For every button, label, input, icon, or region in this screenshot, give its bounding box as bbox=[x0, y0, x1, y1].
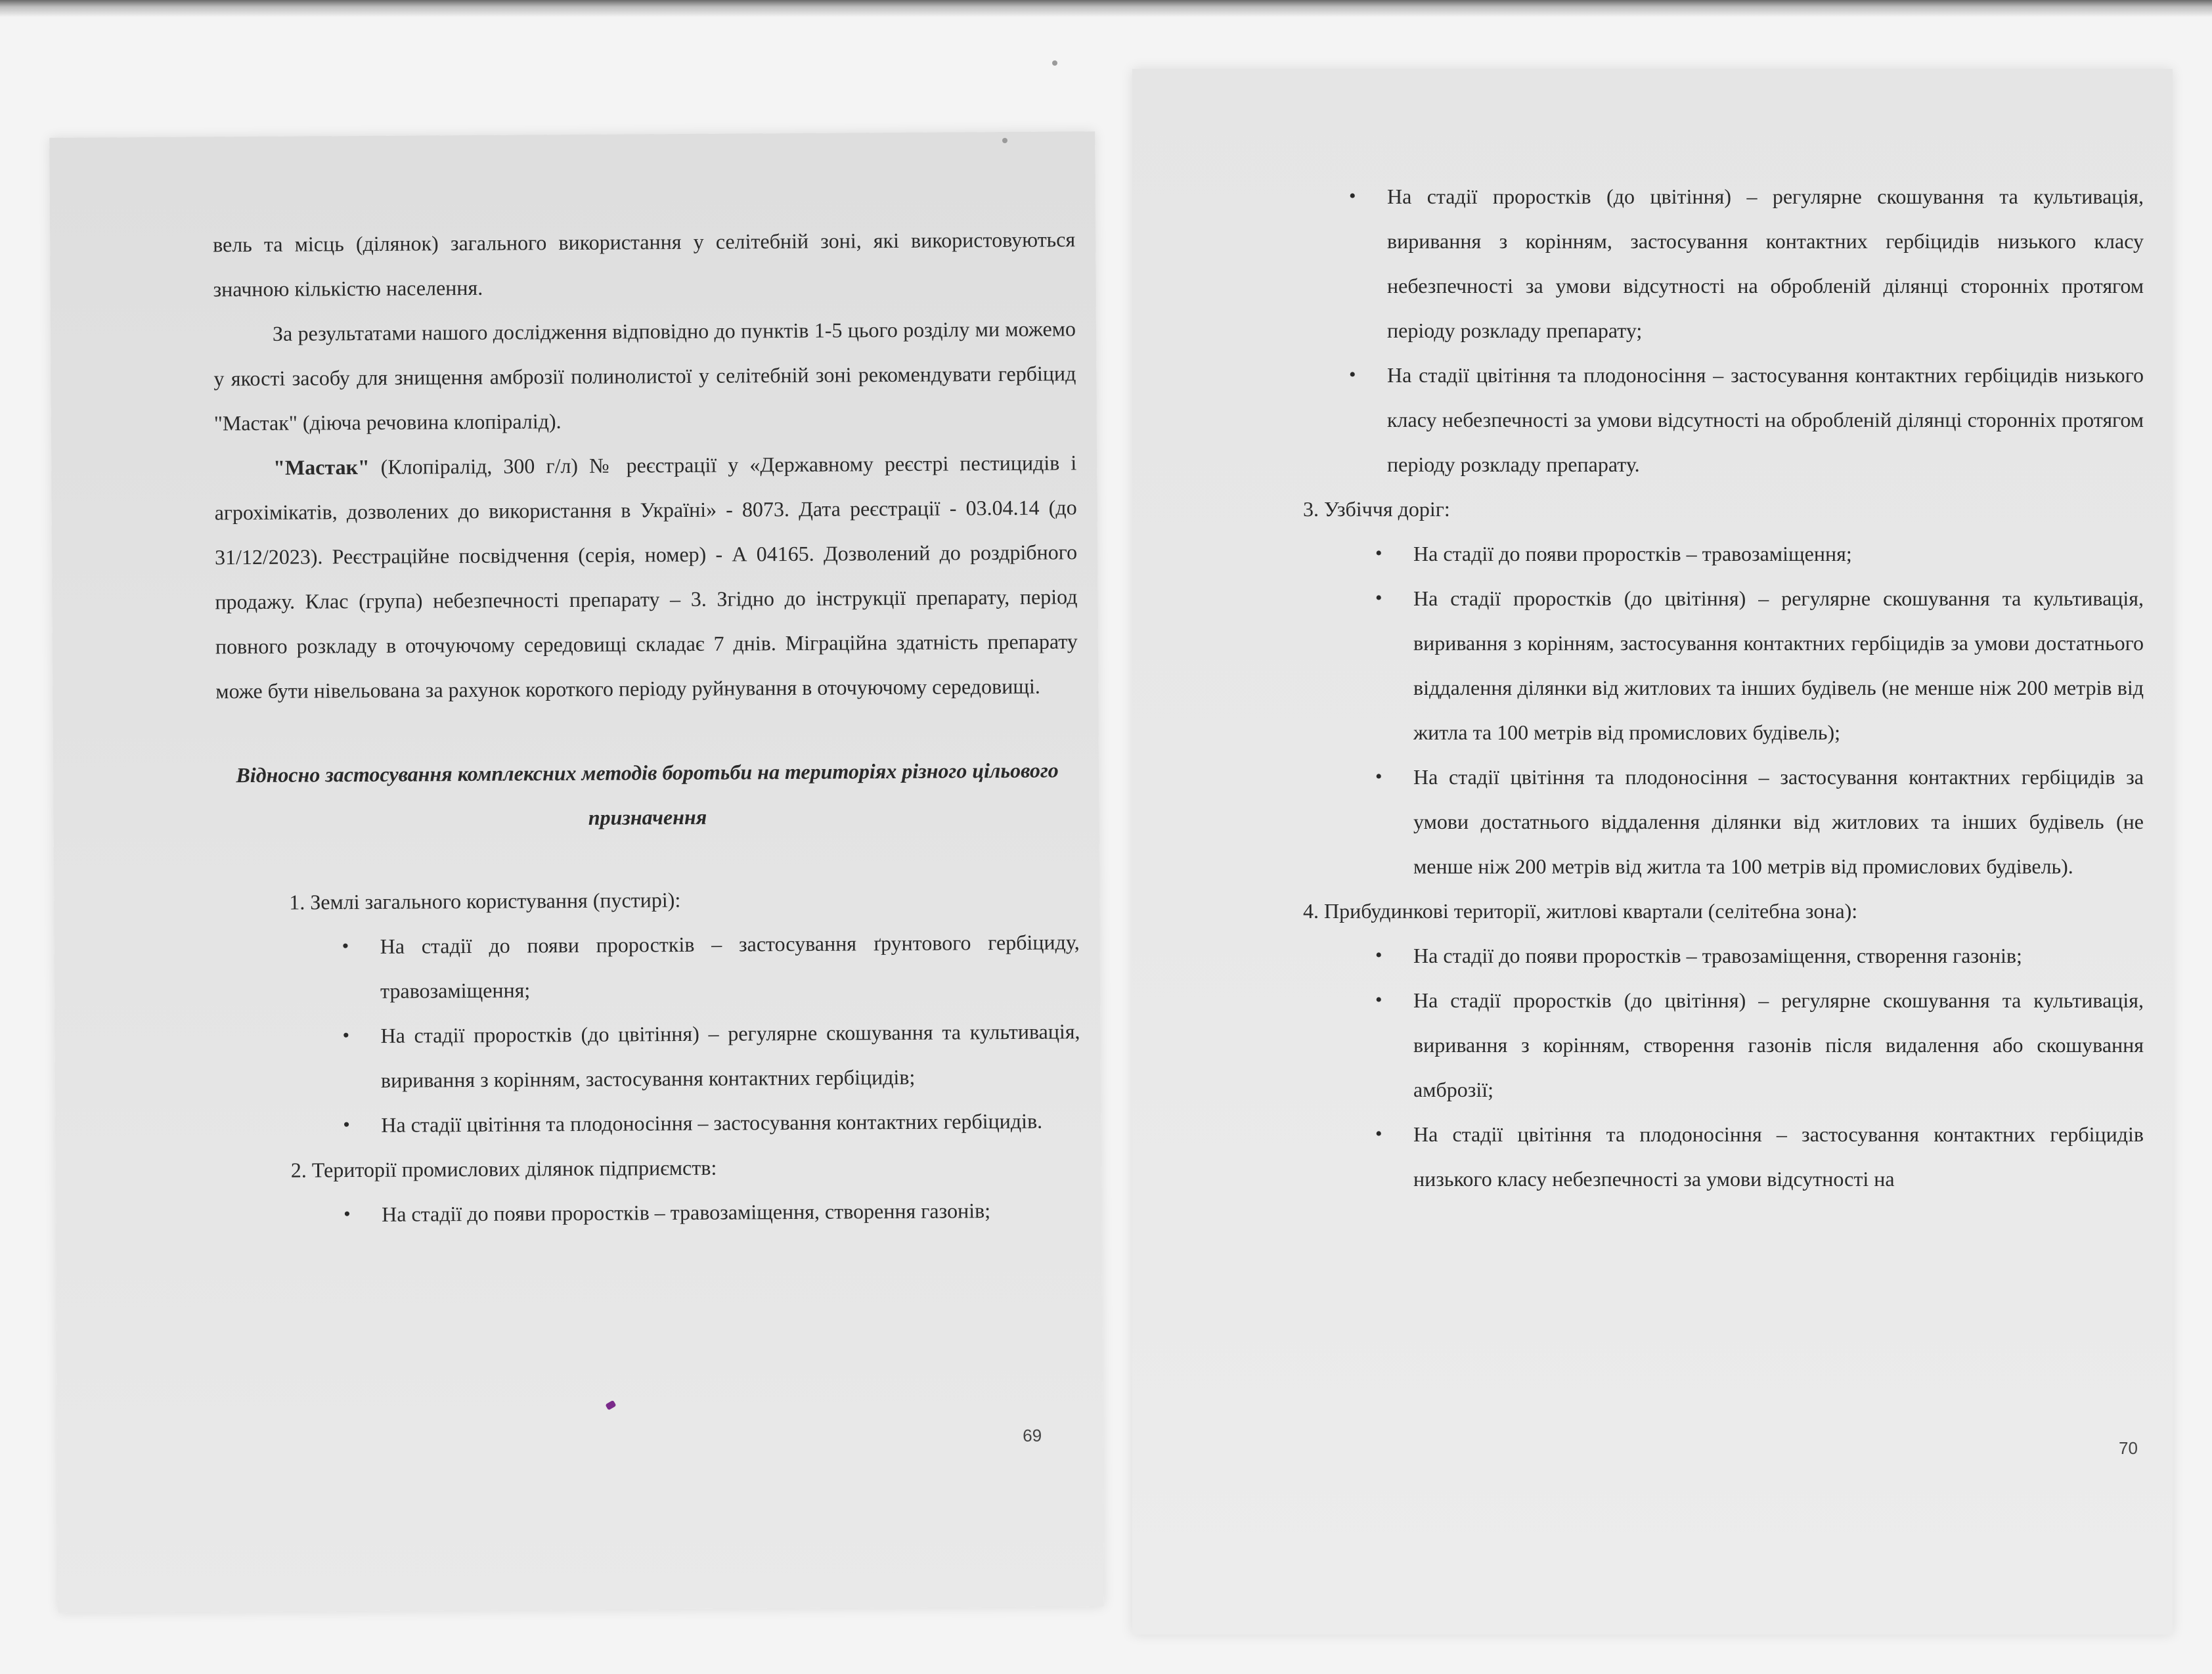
section-3-list bbox=[1342, 531, 2144, 889]
list-item: • На стадії до появи проростків – травозаміщення, створення газонів; bbox=[1375, 933, 2144, 978]
list-item: • На стадії до появи проростків – застосування ґрунтового гербіциду, травозаміщення; bbox=[342, 919, 1080, 1013]
list-item: • На стадії до появи проростків – травозаміщення; bbox=[1375, 531, 2144, 576]
list-item: • На стадії до появи проростків – травозаміщення, створення газонів; bbox=[343, 1187, 1081, 1237]
scan-speck bbox=[1002, 138, 1007, 143]
product-name: "Мастак" bbox=[273, 454, 370, 479]
continued-paragraph: вель та місць (ділянок) загального використання у селітебній зоні, які використовуються значною кількістю населення. bbox=[213, 227, 1076, 301]
section-2-title: 2. Території промислових ділянок підприємств: bbox=[290, 1155, 717, 1182]
left-page-content bbox=[213, 217, 1081, 1237]
section-1-list bbox=[217, 919, 1080, 1148]
section-4-list bbox=[1342, 933, 2144, 1201]
list-item: • На стадії проростків (до цвітіння) – регулярне скошування та культивація, виривання з корінням, створення газонів після видалення або скошування амброзії; bbox=[1375, 978, 2144, 1112]
left-page bbox=[49, 131, 1104, 1613]
results-paragraph: За результатами нашого дослідження відповідно до пунктів 1-5 цього розділу ми можемо у якості засобу для знищення амброзії полинолистої у селітебній зоні рекомендувати гербіцид "Мастак" (діюча речовина клопіралід). bbox=[213, 317, 1076, 435]
page-number: 69 bbox=[1023, 1425, 1042, 1445]
list-item: • На стадії цвітіння та плодоносіння – застосування контактних гербіцидів за умови достатнього віддалення ділянки від житлових та інших будівель (не менше ніж 200 метрів від житла та 100 метрів від промислових будівель). bbox=[1375, 755, 2144, 889]
section-3-title: 3. Узбіччя доріг: bbox=[1303, 497, 1450, 521]
section-heading: Відносно застосування комплексних методів боротьби на територіях різного цільового призначення bbox=[236, 758, 1059, 829]
list-item: • На стадії цвітіння та плодоносіння – застосування контактних гербіцидів. bbox=[343, 1098, 1080, 1147]
section-2-list-continued bbox=[1329, 174, 2144, 487]
list-item: • На стадії проростків (до цвітіння) – регулярне скошування та культивація, виривання з корінням, застосування контактних гербіцидів; bbox=[342, 1009, 1080, 1103]
product-paragraph bbox=[214, 440, 1078, 713]
scan-speck bbox=[1052, 60, 1057, 66]
list-item: • На стадії проростків (до цвітіння) – регулярне скошування та культивація, виривання з корінням, застосування контактних гербіцидів низького класу небезпечності за умови відсутності на обробленій ділянці сторонніх протягом періоду розкладу препарату; bbox=[1349, 174, 2144, 353]
section-2-list bbox=[219, 1187, 1081, 1237]
product-description: (Клопіралід, 300 г/л) № реєстрації у «Державному реєстрі пестицидів і агрохімікатів, дозволених до використання в Україні» - 8073. Дата реєстрації - 03.04.14 (до 31/12/2023). Реєстраційне посвідчення (серія, номер) - А 04165. Дозволений до роздрібного продажу. Клас (група) небезпечності препарату – 3. Згідно до інструкції препарату, період повного розкладу в оточуючому середовищі складає 7 днів. Міграційна здатність препарату може бути нівельована за рахунок короткого періоду руйнування в оточуючому середовищі. bbox=[214, 451, 1078, 703]
section-1-title: 1. Землі загального користування (пустирі): bbox=[289, 888, 681, 914]
list-item: • На стадії цвітіння та плодоносіння – застосування контактних гербіцидів низького класу небезпечності за умови відсутності на bbox=[1375, 1112, 2144, 1201]
list-item: • На стадії цвітіння та плодоносіння – застосування контактних гербіцидів низького класу небезпечності за умови відсутності на обробленій ділянці сторонніх протягом періоду розкладу препарату. bbox=[1349, 353, 2144, 487]
scanner-top-edge bbox=[0, 0, 2212, 17]
right-page-content bbox=[1303, 174, 2144, 1201]
list-item: • На стадії проростків (до цвітіння) – регулярне скошування та культивація, виривання з корінням, застосування контактних гербіцидів за умови достатнього віддалення ділянки від житлових та інших будівель (не менше ніж 200 метрів від житла та 100 метрів від промислових будівель); bbox=[1375, 576, 2144, 755]
section-4-title: 4. Прибудинкові території, житлові квартали (селітебна зона): bbox=[1303, 899, 1858, 923]
ink-mark bbox=[605, 1400, 616, 1411]
right-page bbox=[1132, 69, 2173, 1635]
page-number: 70 bbox=[2119, 1438, 2138, 1458]
